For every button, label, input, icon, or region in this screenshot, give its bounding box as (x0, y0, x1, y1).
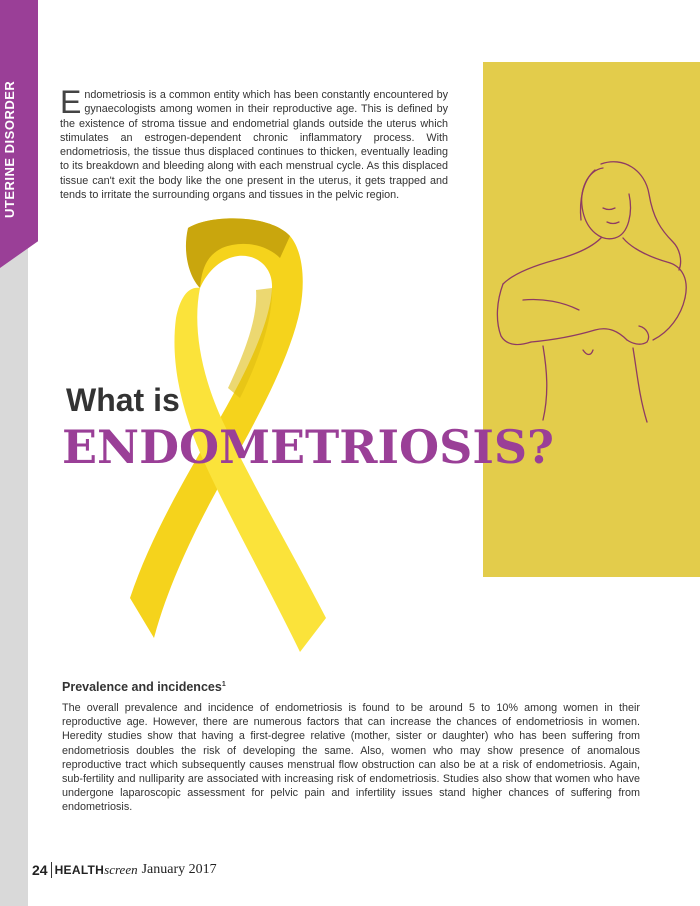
page-number: 24 (32, 862, 48, 878)
magazine-name-screen: screen (104, 862, 138, 877)
section-title-text: Prevalence and incidences (62, 680, 222, 694)
heading-what-is: What is (66, 382, 180, 418)
page-footer (32, 860, 217, 880)
intro-text: ndometriosis is a common entity which has been constantly encountered by gynaecologists among women in their reproductive age. This is defined by the existence of stroma tissue and endometrial glands outside the uterus which stimulates an estrogen-dependent chronic inflammatory process. With endometriosis, the tissue thus displaced continues to thicken, eventually leading to its breakdown and bleeding along with each menstrual cycle. As this displaced tissue can't exit the body like the one present in the uterus, it gets trapped and tends to irritate the surrounding organs and tissues in the pelvic region. (60, 89, 448, 202)
section-title (62, 680, 226, 694)
prevalence-paragraph: The overall prevalence and incidence of endometriosis is found to be around 5 to 10% among women in their reproductive age. However, there are numerous factors that can increase the chances of endometriosis in women. Heredity studies show that having a first-degree relative (mother, sister or daughter) who has been suffering from endometriosis doubles the risk of developing the same. Also, women who may show presence of anomalous reproductive tract which subsequently causes menstrual flow obstruction can also be at a risk of endometriosis. Again, sub-fertility and nulliparity are associated with increasing risk of endometriosis. Studies also show that women who have undergone laparoscopic assessment for pelvic pain and infertility issues stand higher chances of suffering from endometriosis. (62, 702, 640, 814)
reference-marker: 1 (221, 680, 226, 688)
magazine-name-health: HEALTH (54, 863, 105, 877)
drop-cap: E (60, 84, 82, 120)
woman-illustration (483, 150, 700, 430)
intro-paragraph (60, 84, 448, 202)
section-tab-label: UTERINE DISORDER (2, 80, 17, 218)
heading-endometriosis: ENDOMETRIOSIS? (62, 420, 555, 474)
issue-date: January 2017 (141, 862, 217, 877)
footer-divider (51, 862, 52, 878)
